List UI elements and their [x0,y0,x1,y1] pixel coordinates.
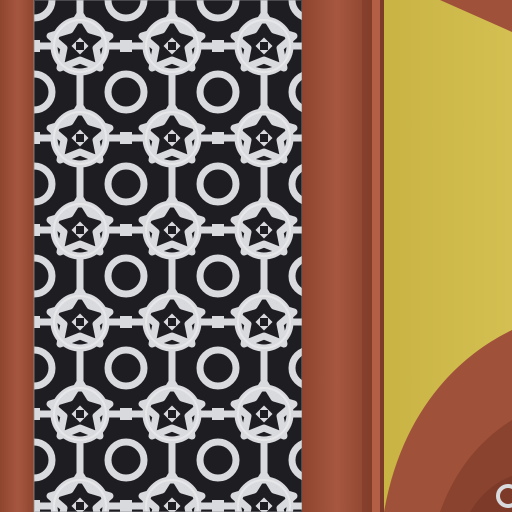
lattice-screen [34,0,302,512]
center-pillar [302,0,372,512]
left-frame [0,0,36,512]
